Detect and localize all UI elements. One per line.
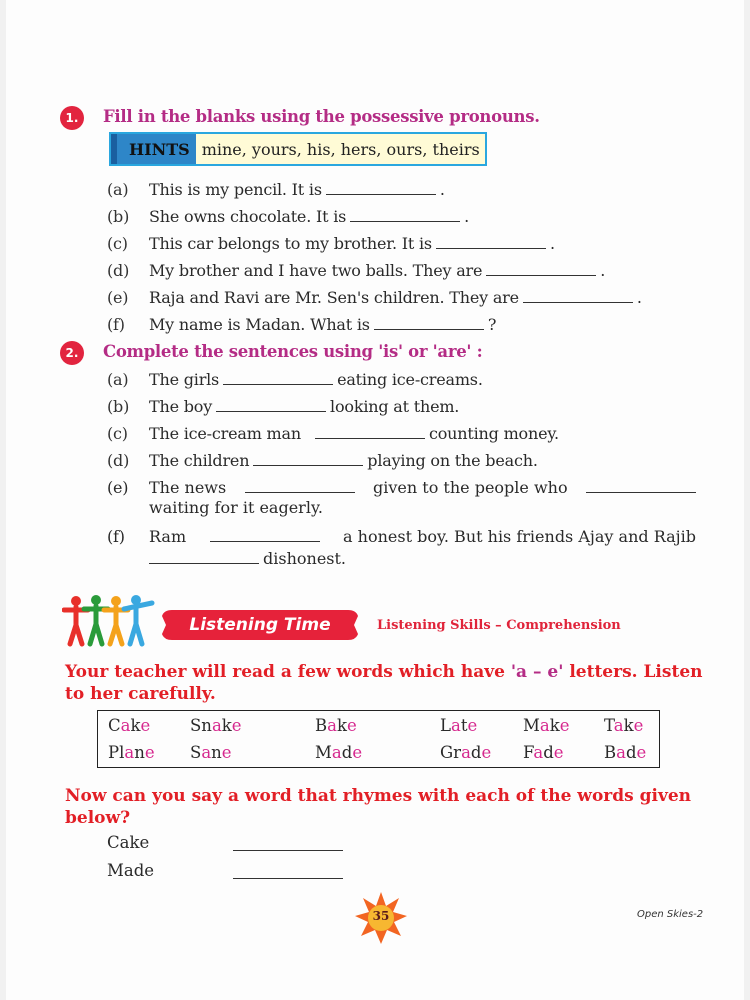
word: Fade — [523, 743, 564, 762]
item-text: This car belongs to my brother. It is — [149, 234, 432, 253]
answer-blank[interactable] — [315, 426, 425, 439]
answer-blank[interactable] — [523, 290, 633, 303]
item-end: . — [636, 288, 642, 307]
rhyme-answer-blank[interactable] — [233, 850, 343, 851]
item-label: (d) — [107, 451, 130, 470]
item-end: eating ice-creams. — [337, 370, 483, 389]
q1-item — [107, 261, 605, 281]
q2-item — [107, 397, 459, 417]
answer-blank[interactable] — [350, 209, 460, 222]
rhyme-word: Made — [107, 861, 155, 880]
item-label: (c) — [107, 424, 128, 443]
q1-item — [107, 315, 496, 335]
word: Made — [315, 743, 363, 762]
word: Cake — [108, 716, 151, 735]
q2-item — [107, 424, 559, 444]
item-text: waiting for it eagerly. — [149, 498, 323, 517]
book-title: Open Skies-2 — [637, 909, 704, 920]
item-end: ? — [487, 315, 497, 334]
instruction-letters: 'a – e' — [510, 662, 564, 682]
item-text: The ice-cream man — [149, 424, 301, 443]
answer-blank[interactable] — [149, 551, 259, 564]
hints-words: mine, yours, his, hers, ours, theirs — [201, 139, 480, 159]
q2-item-e-line1 — [149, 478, 696, 498]
worksheet-page — [6, 0, 744, 1000]
item-text: Raja and Ravi are Mr. Sen's children. They are — [149, 288, 519, 307]
question-2-badge: 2. — [60, 341, 84, 365]
question-1-title: Fill in the blanks using the possessive pronouns. — [103, 107, 540, 126]
hints-label: HINTS — [111, 134, 196, 164]
question-2-title: Complete the sentences using 'is' or 'are' : — [103, 342, 483, 361]
q1-item — [107, 207, 469, 227]
q1-item — [107, 234, 555, 254]
q2-item — [107, 370, 483, 390]
answer-blank[interactable] — [216, 399, 326, 412]
q2-item-f-line1 — [149, 527, 696, 547]
item-end: . — [549, 234, 555, 253]
answer-blank[interactable] — [210, 529, 320, 542]
hints-box — [109, 132, 487, 166]
answer-blank[interactable] — [253, 453, 363, 466]
q2-item — [107, 451, 538, 471]
item-text: My brother and I have two balls. They are — [149, 261, 483, 280]
item-text: This is my pencil. It is — [149, 180, 322, 199]
answer-blank[interactable] — [326, 182, 436, 195]
item-text: dishonest. — [263, 549, 347, 568]
item-text: given to the people who — [373, 478, 568, 497]
word: Bade — [604, 743, 647, 762]
answer-blank[interactable] — [436, 236, 546, 249]
listening-time-banner — [158, 608, 362, 642]
listening-time-title: Listening Time — [189, 615, 331, 635]
item-end: playing on the beach. — [367, 451, 538, 470]
item-end: counting money. — [428, 424, 559, 443]
rhyme-answer-blank[interactable] — [233, 878, 343, 879]
instruction-text: Your teacher will read a few words which have — [65, 662, 511, 682]
item-text: The news — [149, 478, 227, 497]
answer-blank[interactable] — [374, 317, 484, 330]
listening-instruction — [65, 661, 705, 705]
word: Bake — [315, 716, 357, 735]
item-text: She owns chocolate. It is — [149, 207, 347, 226]
item-label: (f) — [107, 315, 125, 334]
word: Late — [440, 716, 478, 735]
word: Take — [604, 716, 644, 735]
answer-blank[interactable] — [245, 480, 355, 493]
item-end: . — [600, 261, 606, 280]
q2-item-f-line2 — [149, 549, 346, 569]
item-label: (b) — [107, 207, 130, 226]
word-table — [97, 710, 660, 768]
word: Grade — [440, 743, 492, 762]
item-label: (d) — [107, 261, 130, 280]
rhyme-word: Cake — [107, 833, 150, 852]
rhyme-question: Now can you say a word that rhymes with each of the words given below? — [65, 786, 692, 828]
answer-blank[interactable] — [586, 480, 696, 493]
item-end: . — [439, 180, 445, 199]
word: Snake — [190, 716, 242, 735]
children-group-icon — [62, 592, 156, 648]
item-text: a honest boy. But his friends Ajay and Rajib — [343, 527, 696, 546]
question-1-badge: 1. — [60, 106, 84, 130]
word: Sane — [190, 743, 232, 762]
item-label: (c) — [107, 234, 128, 253]
item-label: (e) — [107, 288, 129, 307]
q2-item-e-label: (e) — [107, 478, 129, 497]
word: Plane — [108, 743, 155, 762]
page-number: 35 — [372, 909, 390, 923]
q1-item — [107, 180, 445, 200]
q1-item — [107, 288, 642, 308]
item-text: The girls — [149, 370, 220, 389]
item-end: . — [464, 207, 470, 226]
q2-item-f-label: (f) — [107, 527, 125, 546]
answer-blank[interactable] — [486, 263, 596, 276]
listening-skills-label: Listening Skills – Comprehension — [377, 618, 621, 633]
item-label: (a) — [107, 370, 129, 389]
item-label: (a) — [107, 180, 129, 199]
item-label: (b) — [107, 397, 130, 416]
item-text: The children — [149, 451, 250, 470]
item-text: Ram — [149, 527, 187, 546]
item-text: The boy — [149, 397, 213, 416]
instruction-text: letters. Listen to her carefully. — [65, 662, 703, 704]
item-end: looking at them. — [330, 397, 460, 416]
answer-blank[interactable] — [223, 372, 333, 385]
item-text: My name is Madan. What is — [149, 315, 370, 334]
word: Make — [523, 716, 570, 735]
